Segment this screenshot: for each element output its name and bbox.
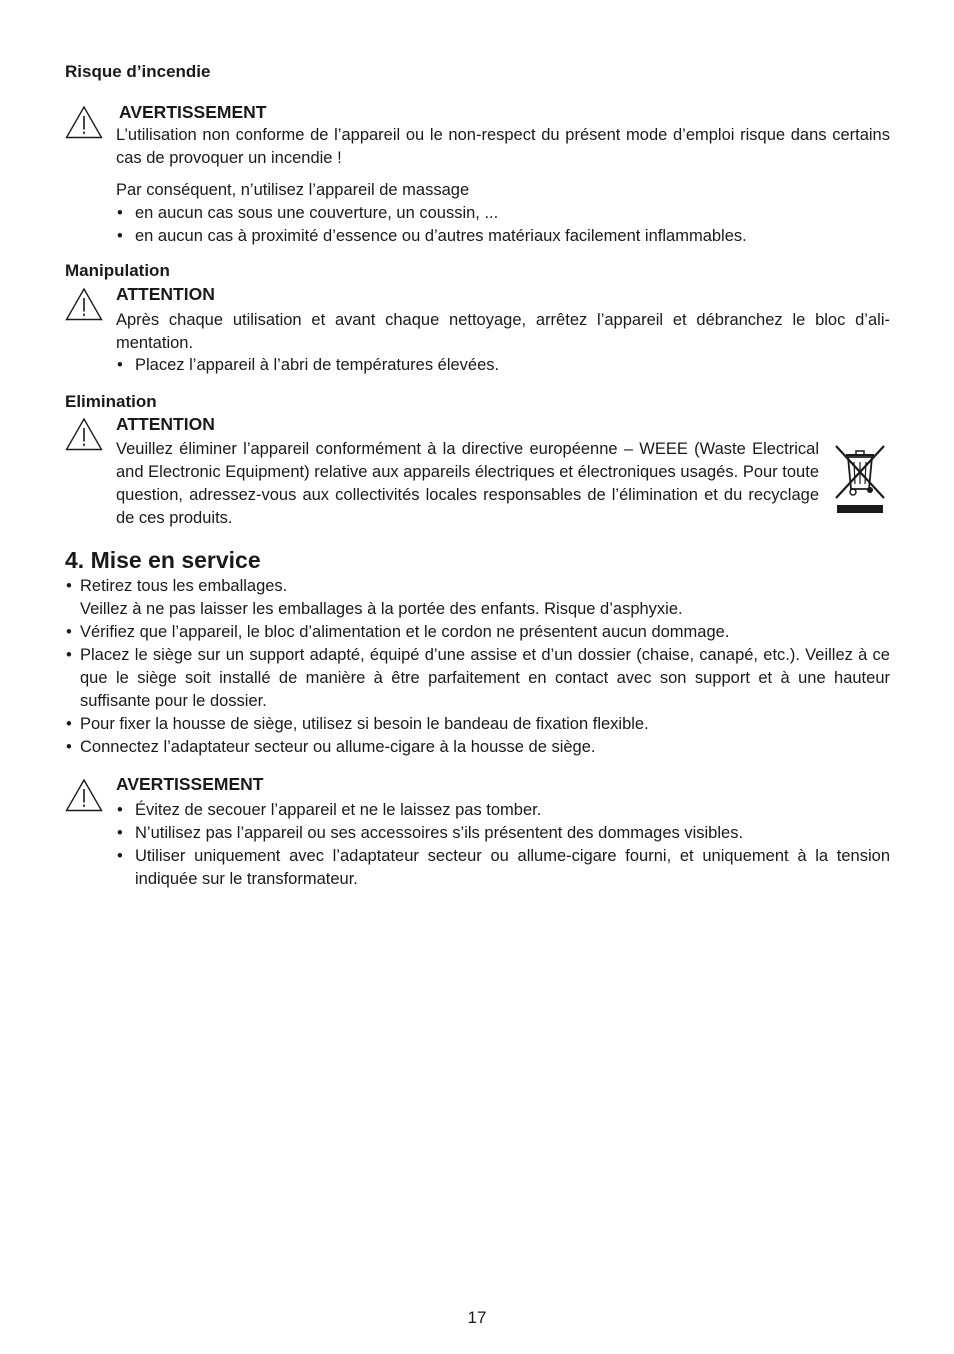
warning-triangle-icon: [65, 778, 103, 812]
list-item: • Utiliser uniquement avec l’adaptateur secteur ou allume-cigare fourni, et uniquement à la tension indiquée sur le transformateur.: [116, 845, 890, 891]
list-item: • Placez l’appareil à l’abri de températures élevées.: [116, 354, 890, 377]
fire-warning-title: AVERTISSEMENT: [119, 102, 267, 122]
page-number: 17: [467, 1308, 487, 1327]
list-item: [65, 713, 890, 736]
handling-list: [116, 354, 890, 377]
setup-list: [65, 575, 890, 759]
list-item: [65, 736, 890, 759]
disposal-heading: Elimination: [65, 392, 157, 411]
handling-text: Après chaque utilisation et avant chaque nettoyage, arrêtez l’appareil et débranchez le bloc d’alimentation.: [116, 311, 890, 352]
fire-risk-heading: Risque d’incendie: [65, 62, 211, 81]
list-item: • N’utilisez pas l’appareil ou ses accessoires s’ils présentent des dommages visibles.: [116, 822, 890, 845]
crossed-out-wheelie-bin-icon: [833, 443, 889, 517]
list-item-main: • Pour fixer la housse de siège, utilisez si besoin le bandeau de fixation flexible.: [80, 715, 649, 733]
warning-triangle-icon: [65, 105, 103, 139]
fire-list: [116, 202, 890, 248]
list-item-sub: Veillez à ne pas laisser les emballages à la portée des enfants. Risque d’asphyxie.: [80, 600, 683, 618]
setup-warning-title: AVERTISSEMENT: [116, 774, 264, 794]
disposal-text: Veuillez éliminer l’appareil conformément à la directive européenne – WEEE (Waste Electrical and Electronic Equipment) relative aux appareils électriques et électroniques usagés. Pour toute question, adressez-vous aux collectivités locales responsables de l’élimination et du recyclage de ces produits.: [116, 440, 819, 527]
list-item: • en aucun cas à proximité d’essence ou d’autres matériaux facilement inflammables.: [116, 225, 890, 248]
list-item-main: • Placez le siège sur un support adapté, équipé d’une assise et d’un dossier (chaise, canapé, etc.). Veillez à ce que le siège soit installé de manière à être parfaitement en contact avec son support et à une hauteur suffisante pour le dossier.: [80, 646, 890, 710]
list-item-main: • Retirez tous les emballages.: [80, 577, 288, 595]
handling-attention-title: ATTENTION: [116, 284, 215, 304]
fire-warning-text: L’utilisation non conforme de l’appareil ou le non-respect du présent mode d’emploi risque dans certains cas de provoquer un incendie !: [116, 126, 890, 167]
list-item-main: • Vérifiez que l’appareil, le bloc d’alimentation et le cordon ne présentent aucun dommage.: [80, 623, 730, 641]
section-heading: 4. Mise en service: [65, 547, 261, 573]
handling-heading: Manipulation: [65, 261, 170, 280]
list-item: [65, 621, 890, 644]
setup-warning-list: [116, 799, 890, 891]
fire-intro: Par conséquent, n’utilisez l’appareil de massage: [116, 181, 470, 199]
list-item: [65, 644, 890, 713]
list-item: • en aucun cas sous une couverture, un coussin, ...: [116, 202, 890, 225]
disposal-attention-title: ATTENTION: [116, 414, 215, 434]
warning-triangle-icon: [65, 287, 103, 321]
warning-triangle-icon: [65, 417, 103, 451]
list-item: [65, 575, 890, 621]
list-item: • Évitez de secouer l’appareil et ne le laissez pas tomber.: [116, 799, 890, 822]
list-item-main: • Connectez l’adaptateur secteur ou allume-cigare à la housse de siège.: [80, 738, 596, 756]
